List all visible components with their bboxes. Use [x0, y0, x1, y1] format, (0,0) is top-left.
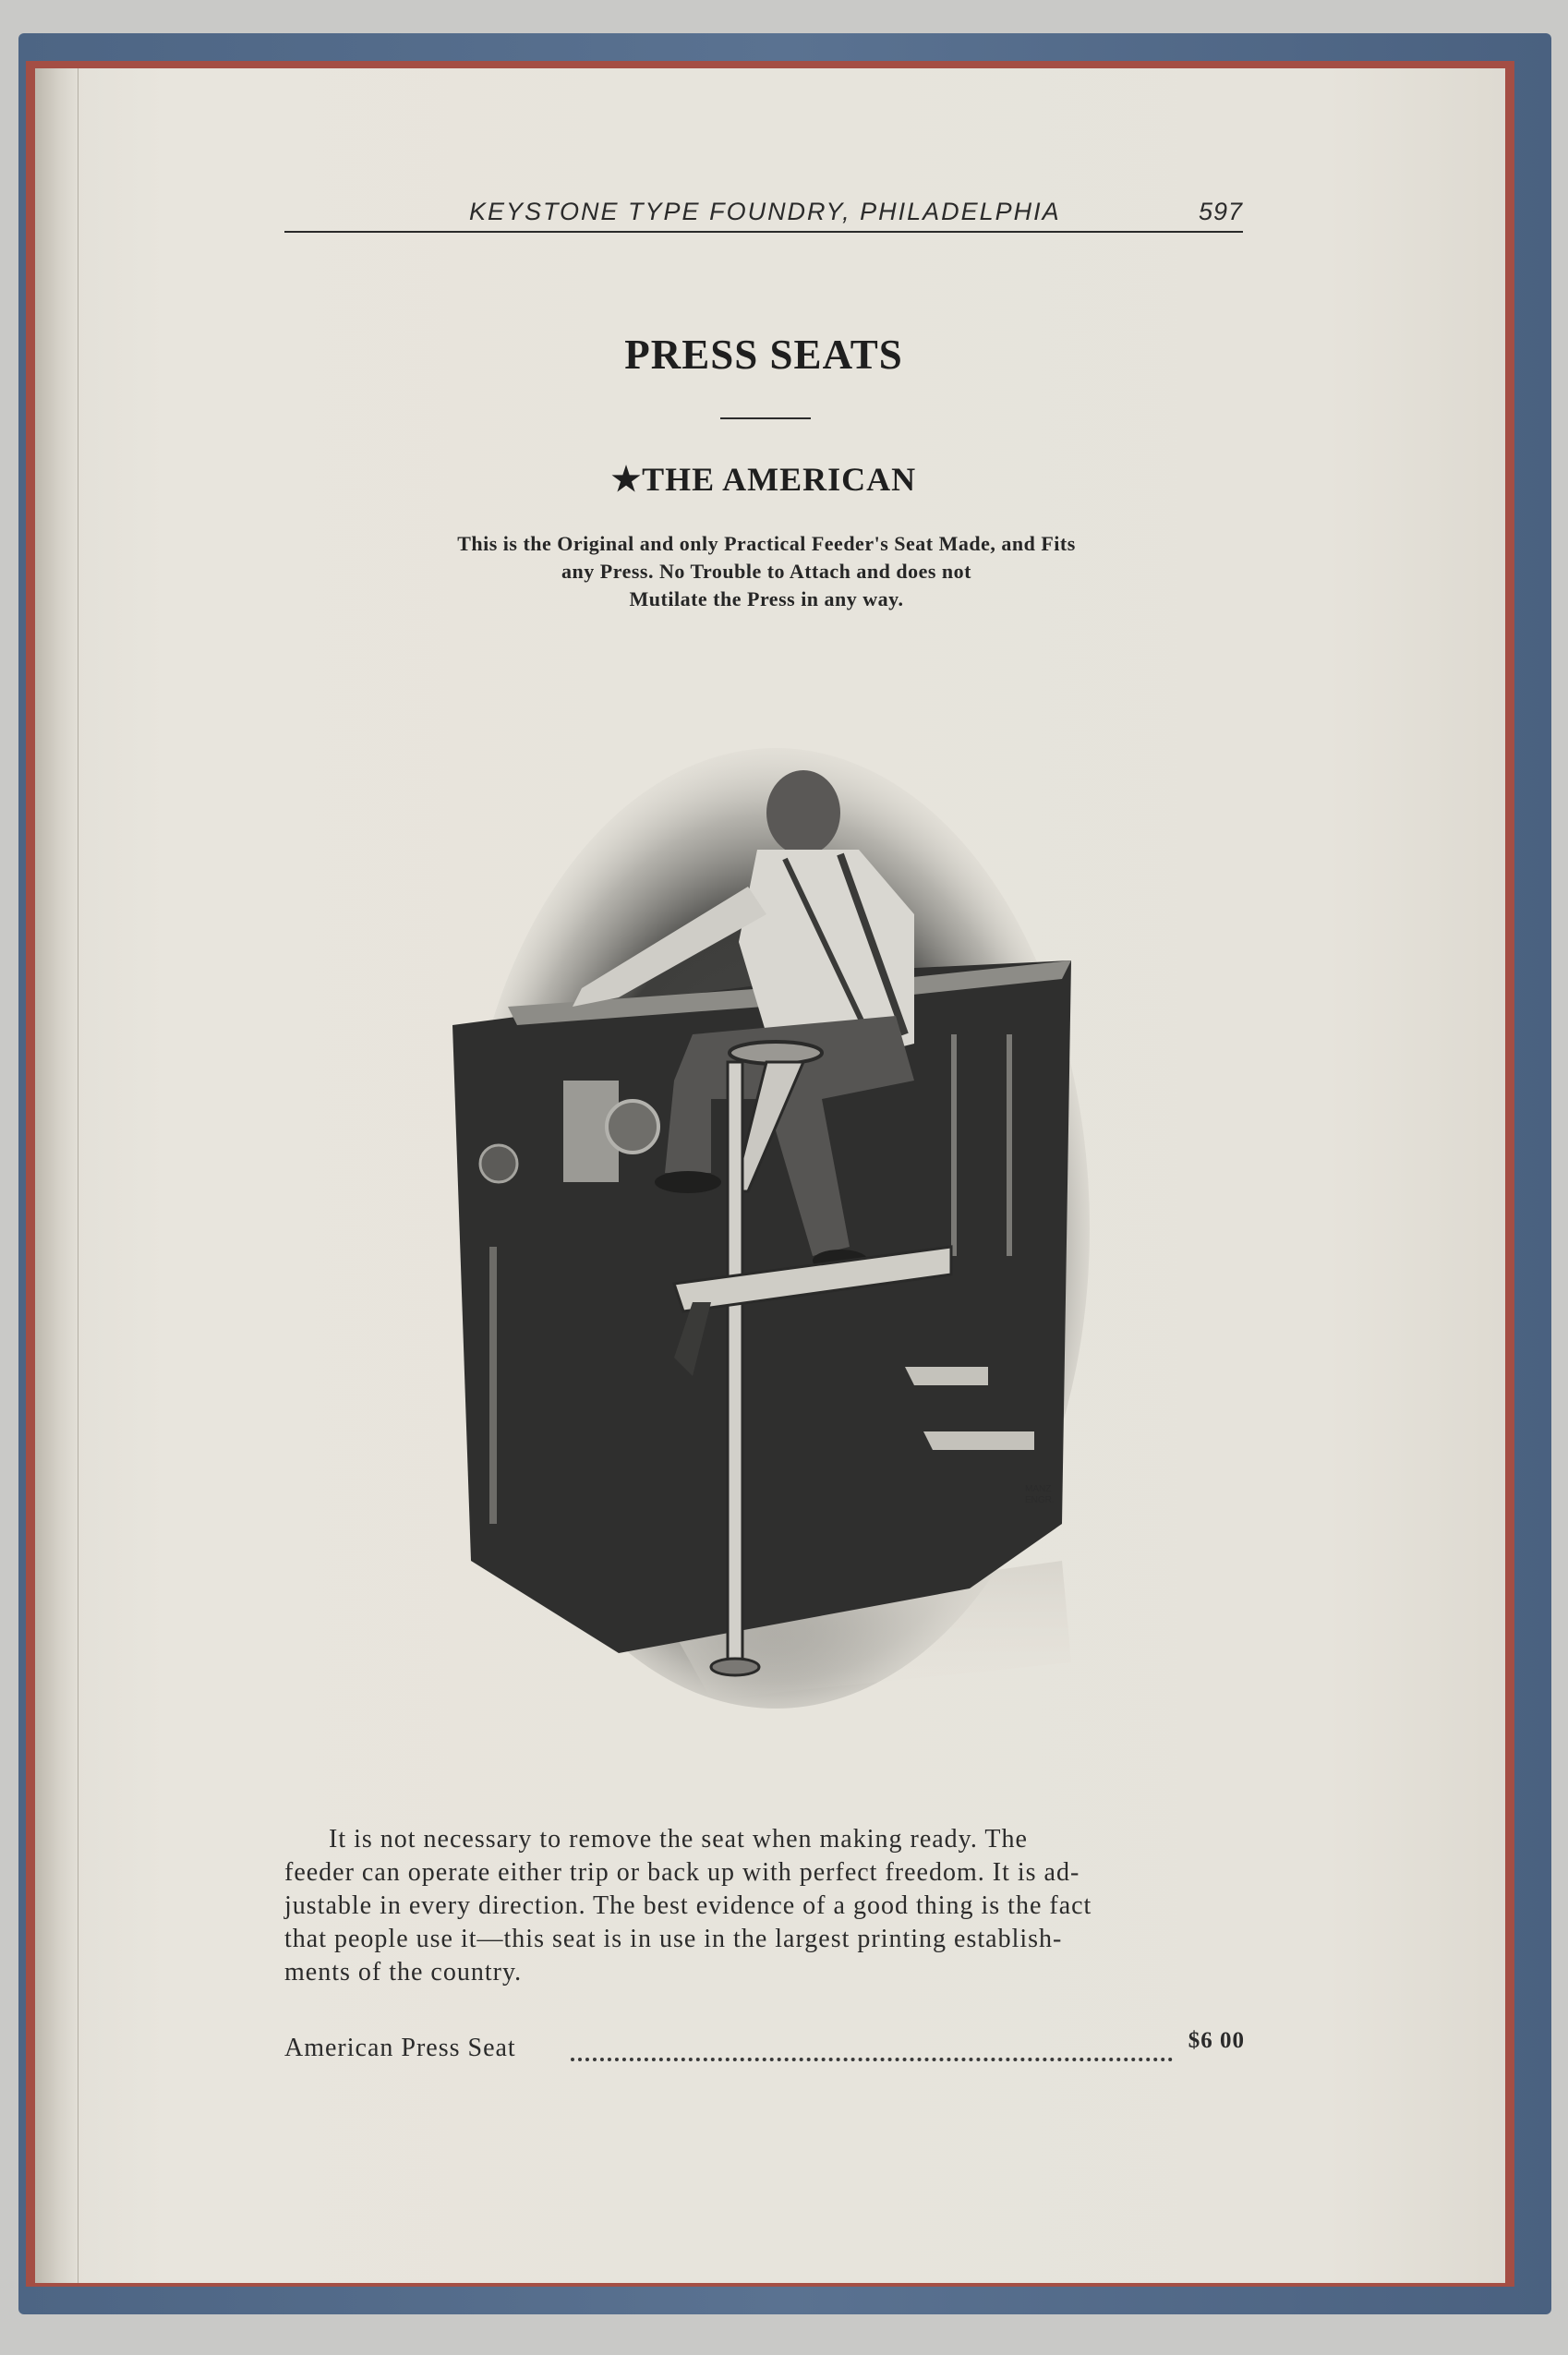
- running-head-publisher: KEYSTONE TYPE FOUNDRY, PHILADELPHIA: [469, 198, 1061, 225]
- price-line: [284, 2028, 1247, 2071]
- description-line: It is not necessary to remove the seat when making ready. The: [329, 1825, 1028, 1854]
- intro-line: This is the Original and only Practical Feeder's Seat Made, and Fits: [457, 532, 1076, 555]
- page-gutter: [35, 68, 78, 2283]
- product-heading: ★THE AMERICAN: [610, 461, 917, 498]
- engraver-signature: ENGR.: [1025, 1495, 1055, 1505]
- title-rule: [720, 417, 811, 419]
- description-line: ments of the country.: [284, 1958, 523, 1987]
- press-gear: [607, 1101, 658, 1153]
- intro-text: [388, 530, 1145, 613]
- seat-post-foot: [711, 1659, 759, 1675]
- press-rod: [951, 1034, 957, 1256]
- press-rod: [489, 1247, 497, 1524]
- engraver-signature: MANZ: [1025, 1484, 1052, 1494]
- description-line: feeder can operate either trip or back up with perfect freedom. It is ad-: [284, 1858, 1080, 1887]
- feeder-shoe: [655, 1171, 721, 1193]
- seat-post: [728, 1062, 742, 1662]
- page-number: 597: [1198, 198, 1243, 225]
- dot-leader: [571, 2058, 1173, 2061]
- running-head: [284, 192, 1243, 233]
- description-line: that people use it—this seat is in use in the largest printing establish-: [284, 1925, 1063, 1953]
- feeder-head: [766, 770, 840, 855]
- press-step: [905, 1367, 988, 1385]
- price-item-name: American Press Seat: [284, 2034, 516, 2062]
- price-value: $6 00: [1188, 2028, 1245, 2053]
- seat-saddle: [730, 1042, 822, 1064]
- illustration-engraving: [434, 730, 1117, 1709]
- intro-line: any Press. No Trouble to Attach and does not: [561, 560, 971, 583]
- product-description: [284, 1823, 1245, 1989]
- description-line: justable in every direction. The best evidence of a good thing is the fact: [284, 1891, 1092, 1920]
- page-title: PRESS SEATS: [624, 332, 903, 378]
- press-step: [923, 1431, 1034, 1450]
- press-seat-illustration: [434, 730, 1117, 1709]
- press-rod: [1007, 1034, 1012, 1256]
- intro-line: Mutilate the Press in any way.: [629, 587, 904, 610]
- press-roller: [480, 1145, 517, 1182]
